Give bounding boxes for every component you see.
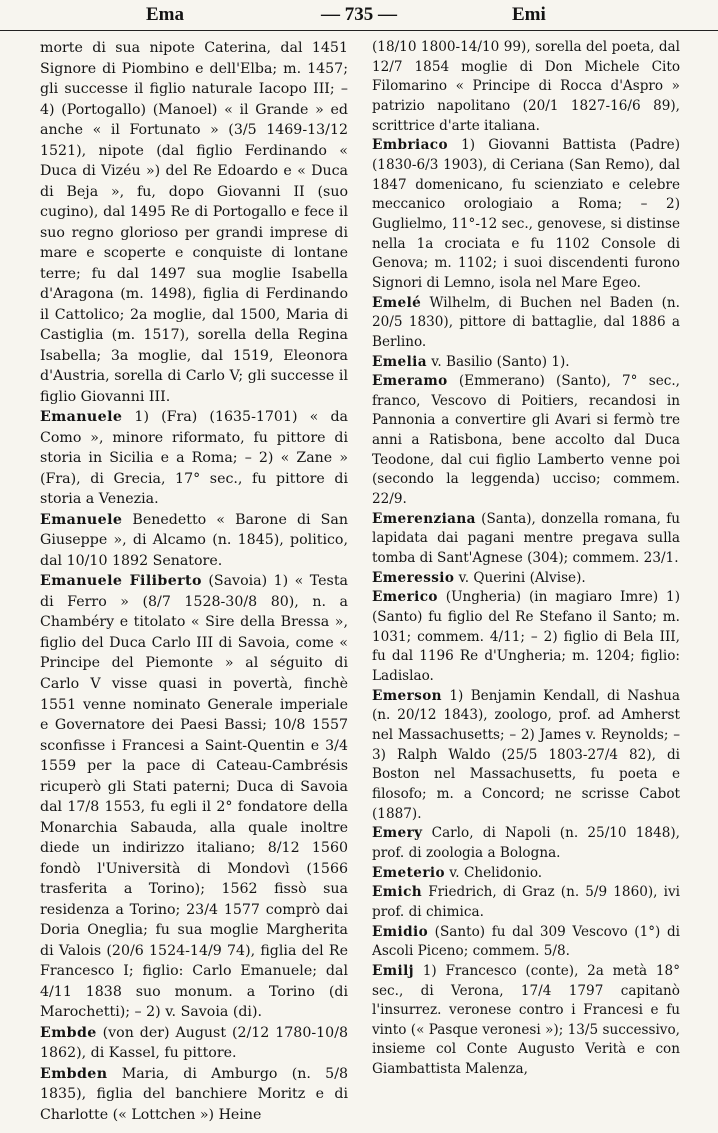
entry-headword: Emich	[372, 884, 423, 901]
entry-text: (von der) August (2/12 1780-10/8 1862), di Kassel, fu pittore.	[40, 1024, 348, 1062]
entry	[372, 294, 680, 353]
entry-headword: Emanuele	[40, 511, 123, 528]
entry-text: 1) (Fra) (1635-1701) « da Como », minore riformato, fu pittore di storia in Sicilia e a Roma; – 2) « Zane » (Fra), di Grecia, 17° sec., fu pittore di storia a Venezia.	[40, 409, 348, 508]
page-number: — 735 —	[321, 4, 397, 25]
running-header	[0, 0, 718, 31]
entry-text: v. Querini (Alvise).	[454, 569, 586, 586]
entry	[372, 136, 680, 293]
left-column	[40, 38, 348, 1130]
entry-text: v. Chelidonio.	[444, 864, 543, 881]
entry	[372, 923, 680, 962]
entry-text: (Santa), donzella romana, fu lapidata dai pagani mentre pregava sulla tomba di Sant'Agnese (304); commem. 23/1.	[372, 510, 680, 567]
entry-headword: Emerenziana	[372, 510, 476, 527]
entry-headword: Embden	[40, 1065, 108, 1082]
entry	[372, 569, 680, 589]
entry	[40, 1023, 348, 1064]
entry	[40, 38, 348, 407]
entry	[372, 864, 680, 884]
entry	[372, 962, 680, 1080]
entry	[372, 353, 680, 373]
entry-headword: Emelia	[372, 353, 427, 370]
entry	[372, 588, 680, 686]
entry-text: 1) Giovanni Battista (Padre) (1830-6/3 1903), di Ceriana (San Remo), dal 1847 domenicano, fu scienziato e celebre meccanico orologiaio a Roma; – 2) Guglielmo, 11°-12 sec., genovese, si distinse nella 1a crociata e fu 1102 Console di Genova; m. 1102; i suoi discendenti furono Signori di Lemno, isola nel Mare Egeo.	[372, 137, 680, 291]
entry-headword: Emanuele Filiberto	[40, 573, 202, 590]
entry	[40, 571, 348, 1022]
entry-text: v. Basilio (Santo) 1).	[426, 353, 570, 370]
entry	[40, 1064, 348, 1126]
entry-headword: Emilj	[372, 962, 414, 979]
entry-text: Carlo, di Napoli (n. 25/10 1848), prof. di zoologia a Bologna.	[372, 825, 680, 861]
entry-text: Maria, di Amburgo (n. 5/8 1835), figlia del banchiere Moritz e di Charlotte (« Lottchen ») Heine	[40, 1065, 348, 1123]
right-column	[372, 38, 680, 1130]
entry	[40, 407, 348, 510]
entry-headword: Emery	[372, 825, 423, 842]
header-right-guide-word: Emi	[512, 4, 546, 25]
entry	[40, 510, 348, 572]
entry-headword: Emidio	[372, 923, 429, 940]
entry-headword: Embde	[40, 1024, 97, 1041]
entry	[372, 372, 680, 510]
entry	[372, 687, 680, 825]
entry-text: (Savoia) 1) « Testa di Ferro » (8/7 1528-30/8 80), n. a Chambéry e titolato « Sire della Bressa », figlio del Duca Carlo III di Savoia, come « Principe del Piemonte » al séguito di Carlo V visse quasi in povertà, finchè 1551 venne nominato Generale imperiale e Governatore dei Paesi Bassi; 10/8 1557 sconfisse i Francesi a Saint-Quentin e 3/4 1559 per la pace di Cateau-Cambrésis ricuperò gli Stati paterni; Duca di Savoia dal 17/8 1553, fu egli il 2° fondatore della Monarchia Sabauda, alla quale inoltre diede un indirizzo italiano; 8/12 1560 fondò l'Università di Mondovì (1566 trasferita a Torino); 1562 fissò sua residenza a Torino; 23/4 1577 comprò dai Doria Oneglia; fu sua moglie Margherita di Valois (20/6 1524-14/9 74), figlia del Re Francesco I; figlio: Carlo Emanuele; dal 4/11 1838 suo monum. a Torino (di Marochetti); – 2) v. Savoia (di).	[40, 573, 348, 1021]
entry-headword: Emerson	[372, 687, 442, 704]
entry	[372, 38, 680, 136]
entry-text: (Santo) fu dal 309 Vescovo (1°) di Ascoli Piceno; commem. 5/8.	[372, 923, 680, 960]
entry-headword: Emeterio	[372, 864, 445, 881]
entry-text: (Ungheria) (in magiaro Imre) 1) (Santo) fu figlio del Re Stefano il Santo; m. 1031; commem. 4/11; – 2) figlio di Bela III, fu dal 1196 Re d'Ungheria; m. 1204; figlio: Ladislao.	[372, 589, 680, 684]
entry-text: Wilhelm, di Buchen nel Baden (n. 20/5 1830), pittore di battaglie, dal 1886 a Berlino.	[372, 294, 680, 350]
entry	[372, 824, 680, 863]
entry-text: (Emmerano) (Santo), 7° sec., franco, Vescovo di Poitiers, recandosi in Pannonia a convertire gli Avari si fermò tre anni a Ratisbona, bene accolto dal Duca Teodone, dal cui figlio Lamberto venne poi (secondo la leggenda) ucciso; commem. 22/9.	[372, 373, 680, 508]
entry-headword: Emeressio	[372, 569, 455, 586]
entry-text: morte di sua nipote Caterina, dal 1451 Signore di Piombino e dell'Elba; m. 1457; gli successe il figlio naturale Iacopo III; – 4) (Portogallo) (Manoel) « il Grande » ed anche « il Fortunato » (3/5 1469-13/12 1521), nipote (dal figlio Ferdinando « Duca di Vizéu ») del Re Edoardo e « Duca di Beja », fu, dopo Giovanni II (suo cugino), dal 1495 Re di Portogallo e fece il suo regno glorioso per grandi imprese di mare e scoperte e conquiste di lontane terre; fu dal 1497 sua moglie Isabella d'Aragona (m. 1498), figlia di Ferdinando il Cattolico; 2a moglie, dal 1500, Maria di Castiglia (m. 1517), sorella della Regina Isabella; 3a moglie, dal 1519, Eleonora d'Austria, sorella di Carlo V; gli successe il figlio Giovanni III.	[40, 40, 348, 405]
entry-headword: Emanuele	[40, 409, 123, 426]
entry	[372, 510, 680, 569]
entry-headword: Embriaco	[372, 137, 448, 154]
header-left-guide-word: Ema	[146, 4, 184, 25]
entry-text: Friedrich, di Graz (n. 5/9 1860), ivi prof. di chimica.	[372, 884, 680, 920]
entry-text: (18/10 1800-14/10 99), sorella del poeta, dal 12/7 1854 moglie di Don Michele Cito Filomarino « Principe di Rocca d'Aspro » patrizio napolitano (20/1 1827-16/6 89), scrittrice d'arte italiana.	[372, 39, 680, 134]
entry-text: 1) Benjamin Kendall, di Nashua (n. 20/12 1843), zoologo, prof. ad Amherst nel Massachusetts; – 2) James v. Reynolds; – 3) Ralph Waldo (25/5 1803-27/4 82), di Boston nel Massachusetts, fu poeta e filosofo; m. a Concord; ne scrisse Cabot (1887).	[372, 687, 680, 822]
entry-headword: Emeramo	[372, 373, 448, 390]
entry	[372, 883, 680, 922]
entry-headword: Emelé	[372, 294, 422, 311]
entry-text: 1) Francesco (conte), 2a metà 18° sec., di Verona, 17/4 1797 capitanò l'insurrez. veronese contro i Francesi e fu vinto (« Pasque veronesi »); 13/5 successivo, insieme col Conte Augusto Verità e con Giambattista Malenza,	[372, 962, 680, 1078]
entry-text: Benedetto « Barone di San Giuseppe », di Alcamo (n. 1845), politico, dal 10/10 1892 Senatore.	[40, 511, 348, 569]
entry-headword: Emerico	[372, 589, 438, 606]
